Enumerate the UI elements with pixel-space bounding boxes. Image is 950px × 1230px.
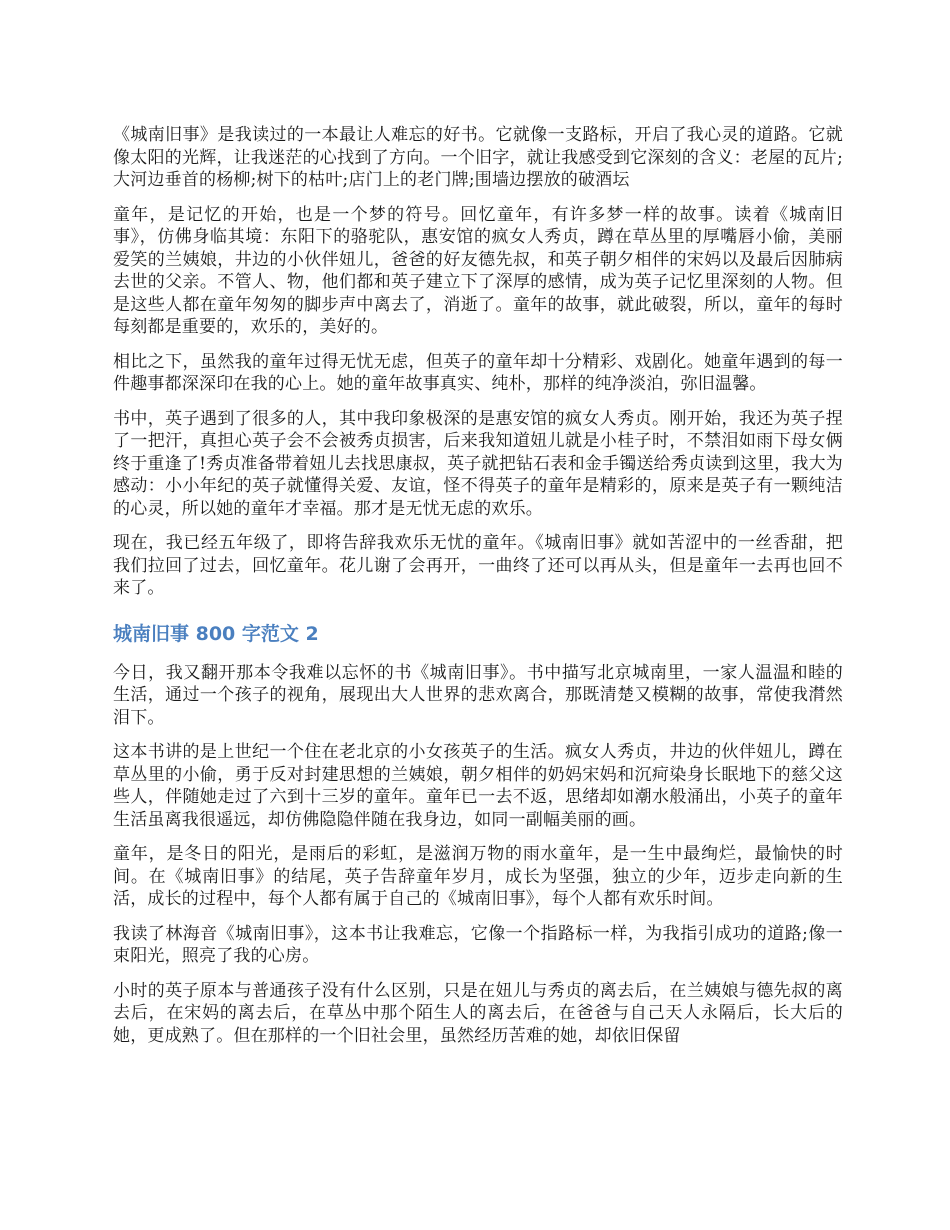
paragraph: 现在，我已经五年级了，即将告辞我欢乐无忧的童年。《城南旧事》就如苦涩中的一丝香甜，把我们拉回了过去，回忆童年。花儿谢了会再开，一曲终了还可以再从头，但是童年一去再也回不来了。 [113, 533, 843, 598]
paragraph: 我读了林海音《城南旧事》，这本书让我难忘，它像一个指路标一样，为我指引成功的道路;像一束阳光，照亮了我的心房。 [113, 923, 843, 966]
paragraph: 童年，是记忆的开始，也是一个梦的符号。回忆童年，有许多梦一样的故事。读着《城南旧事》，仿佛身临其境：东阳下的骆驼队，惠安馆的疯女人秀贞，蹲在草丛里的厚嘴唇小偷，美丽爱笑的兰姨娘，井边的小伙伴妞儿，爸爸的好友德先叔，和英子朝夕相伴的宋妈以及最后因肺病去世的父亲。不管人、物，他们都和英子建立下了深厚的感情，成为英子记忆里深刻的人物。但是这些人都在童年匆匆的脚步声中离去了，消逝了。童年的故事，就此破裂，所以，童年的每时每刻都是重要的，欢乐的，美好的。 [113, 204, 843, 337]
paragraph: 相比之下，虽然我的童年过得无忧无虑，但英子的童年却十分精彩、戏剧化。她童年遇到的每一件趣事都深深印在我的心上。她的童年故事真实、纯朴，那样的纯净淡泊，弥旧温馨。 [113, 351, 843, 394]
paragraph: 这本书讲的是上世纪一个住在老北京的小女孩英子的生活。疯女人秀贞，井边的伙伴妞儿，蹲在草丛里的小偷，勇于反对封建思想的兰姨娘，朝夕相伴的奶妈宋妈和沉疴染身长眠地下的慈父这些人，伴随她走过了六到十三岁的童年。童年已一去不返，思绪却如潮水般涌出，小英子的童年生活虽离我很遥远，却仿佛隐隐伴随在我身边，如同一副幅美丽的画。 [113, 742, 843, 830]
paragraph: 《城南旧事》是我读过的一本最让人难忘的好书。它就像一支路标，开启了我心灵的道路。它就像太阳的光辉，让我迷茫的心找到了方向。一个旧字，就让我感受到它深刻的含义：老屋的瓦片;大河边垂首的杨柳;树下的枯叶;店门上的老门牌;围墙边摆放的破酒坛 [113, 125, 843, 190]
paragraph: 书中，英子遇到了很多的人，其中我印象极深的是惠安馆的疯女人秀贞。刚开始，我还为英子捏了一把汗，真担心英子会不会被秀贞损害，后来我知道妞儿就是小桂子时，不禁泪如雨下母女俩终于重逢了!秀贞准备带着妞儿去找思康叔，英子就把钻石表和金手镯送给秀贞读到这里，我大为感动：小小年纪的英子就懂得关爱、友谊，怪不得英子的童年是精彩的，原来是英子有一颗纯洁的心灵，所以她的童年才幸福。那才是无忧无虑的欢乐。 [113, 408, 843, 519]
paragraph: 小时的英子原本与普通孩子没有什么区别，只是在妞儿与秀贞的离去后，在兰姨娘与德先叔的离去后，在宋妈的离去后，在草丛中那个陌生人的离去后，在爸爸与自己天人永隔后，长大后的她，更成熟了。但在那样的一个旧社会里，虽然经历苦难的她，却依旧保留 [113, 980, 843, 1046]
document-page [113, 124, 843, 1059]
section-heading: 城南旧事 800 字范文 2 [113, 622, 319, 645]
paragraph: 今日，我又翻开那本令我难以忘怀的书《城南旧事》。书中描写北京城南里，一家人温温和睦的生活，通过一个孩子的视角，展现出大人世界的悲欢离合，那既清楚又模糊的故事，常使我潸然泪下。 [113, 662, 843, 728]
paragraph: 童年，是冬日的阳光，是雨后的彩虹，是滋润万物的雨水童年，是一生中最绚烂，最愉快的时间。在《城南旧事》的结尾，英子告辞童年岁月，成长为坚强，独立的少年，迈步走向新的生活，成长的过程中，每个人都有属于自己的《城南旧事》，每个人都有欢乐时间。 [113, 844, 843, 909]
